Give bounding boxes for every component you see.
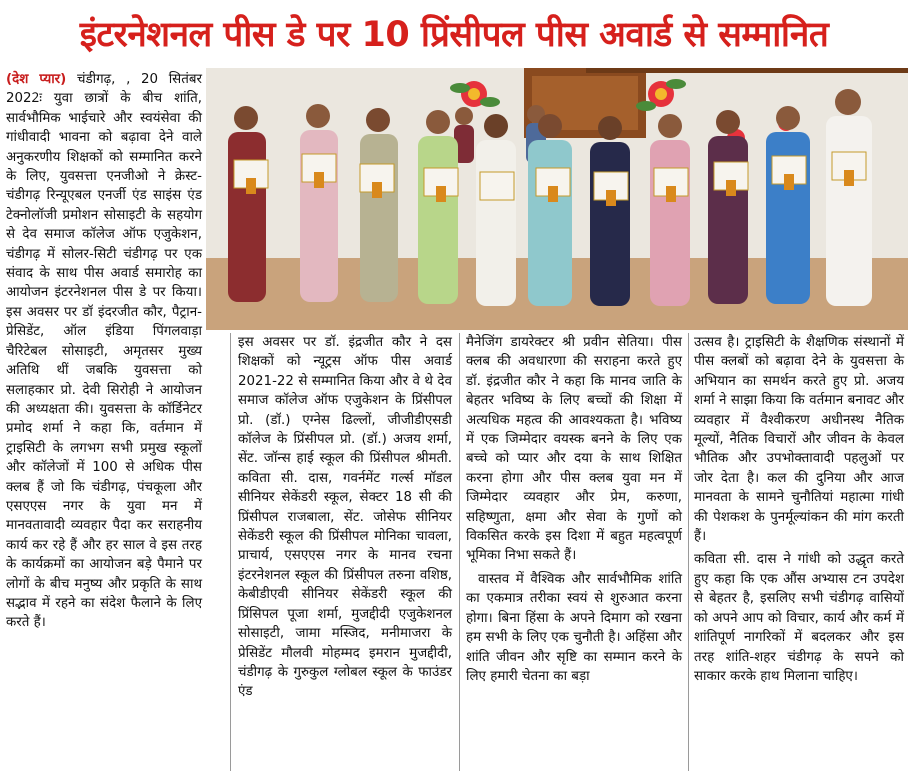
body-text: उत्सव है। ट्राइसिटी के शैक्षणिक संस्थानों में पीस क्लबों को बढ़ावा देने के युवसत्ता के अभियान का समर्थन करते हुए प्रो. अजय शर्मा ने साझा किया कि वर्तमान बनावट और व्यवहार में वैश्वीकरण अधीनस्थ नैतिक मूल्यों, नैतिक विचारों और जीवन के केवल भौतिक और उपभोक्तावादी पहलुओं पर जोर देता है। कल की दुनिया और आज मानवता के सामने चुनौतियां महात्मा गांधी की पेशकश के पुनर्मूल्यांकन की मांग करती हैं। <box>694 335 904 545</box>
body-text: कविता सी. दास ने गांधी को उद्धृत करते हुए कहा कि एक औंस अभ्यास टन उपदेश से बेहतर है, इसलिए सभी चंडीगढ़ वासियों को अपने आप को विचार, कार्य और कर्म में शांतिपूर्ण नागरिकों में बदलकर और इस तरह शांति-शहर चंडीगढ़ के सपने को साकार करके हाथ मिलाना चाहिए। <box>694 552 904 684</box>
body-text: इस अवसर पर डॉ. इंद्रजीत कौर ने दस शिक्षकों को न्यूट्रस ऑफ पीस अवार्ड 2021-22 से सम्मानित किया और वे थे देव समाज कॉलेज ऑफ एजुकेशन के प्रिंसीपल प्रो. (डॉ.) एग्नेस ढिल्लों, जीजीडीएसडी कॉलेज के प्रिंसीपल प्रो. (डॉ.) अजय शर्मा, सेंट. जॉन्स हाई स्कूल की प्रिंसीपल श्रीमती. कविता सी. दास, गवर्नमेंट गर्ल्स मॉडल सीनियर सेकेंडरी स्कूल, सेक्टर 18 सी की प्रिंसीपल राजबाला, सेंट. जोसेफ सीनियर सेकेंडरी स्कूल की प्रिंसीपल मोनिका चावला, प्राचार्य, एसएएस नगर के मानव रचना इंटरनेशनल स्कूल की प्रिंसीपल तरुना वशिष्ठ, केबीडीएवी सीनियर सेकेंडरी स्कूल की प्रिंसिपल पूजा शर्मा, मुजद्दीदी एजुकेशनल सोसाइटी, जामा मस्जिद, मनीमाजरा के प्रेसिडेंट मौलवी मोहम्मद इमरान मुजद्दीदी, चंडीगढ़ के गुरुकुल ग्लोबल स्कूल के फाउंडर एंड <box>238 335 452 700</box>
body-text: चंडीगढ़, , 20 सितंबर 2022ः युवा छात्रों के बीच शांति, सार्वभौमिक भाईचारे और स्वयंसेवा की गांधीवादी भावना को बढ़ावा देने वाले अनुकरणीय शिक्षकों को सम्मानित करने के लिए, युवसत्ता एनजीओ ने क्रेस्ट-चंडीगढ़ रिन्यूएबल एनर्जी एंड साइंस एंड टेक्नोलॉजी प्रमोशन सोसाइटी के सहयोग से देव समाज कॉलेज ऑफ एजुकेशन, चंडीगढ़ में सोलर-सिटी चंडीगढ़ पर एक संवाद के साथ पीस अवार्ड समारोह का आयोजन इंटरनेशनल पीस डे पर किया। इस अवसर पर डॉ इंदरजीत कौर, पैट्रान-प्रेसिडेंट, ऑल इंडिया पिंगलवाड़ा चैरिटेबल सोसाइटी, अमृतसर मुख्य अतिथि थीं जबकि युवसत्ता को सलाहकार प्रो. देवी सिरोही ने आयोजन की अध्यक्षता की। युवसत्ता के कॉर्डिनेटर प्रमोद शर्मा ने कहा कि, वर्तमान में ट्राइसिटी के लगभग सभी प्रमुख स्कूलों और कॉलेजों में 100 से अधिक पीस क्लब हैं जो कि चंडीगढ़, पंचकूला और एसएएस नगर के युवा मन में मानवतावादी व्यवहार पैदा कर सराहनीय कार्य कर रहे हैं और हर साल वे इस तरह के कार्यक्रमों का आयोजन बड़े पैमाने पर लोगों के बीच मनुष्य और प्रकृति के साथ सद्भाव में रहने का संदेश फैलाने के लिए करते हैं। <box>6 72 202 631</box>
award-ceremony-photo <box>206 68 908 330</box>
article-column-4 <box>694 333 904 686</box>
column-divider <box>230 333 231 771</box>
article-column-2 <box>238 333 452 702</box>
article-column-1 <box>6 70 202 633</box>
dateline: (देश प्यार) <box>6 72 67 87</box>
column-divider <box>459 333 460 771</box>
body-text: वास्तव में वैश्विक और सार्वभौमिक शांति का एकमात्र तरीका स्वयं से शुरुआत करना होगा। बिना हिंसा के अपने दिमाग को रखना हम सभी के लिए एक चुनौती है। अहिंसा और शांति जीवन और सृष्टि का सम्मान करने के लिए हमारी चेतना का बड़ा <box>466 571 682 684</box>
column-divider <box>688 333 689 771</box>
article-column-3 <box>466 333 682 686</box>
headline: इंटरनेशनल पीस डे पर 10 प्रिंसीपल पीस अवार्ड से सम्मानित <box>79 14 829 55</box>
body-text: मैनेजिंग डायरेक्टर श्री प्रवीन सेतिया। पीस क्लब की अवधारणा की सराहना करते हुए डॉ. इंद्रजीत कौर ने कहा कि मानव जाति के बेहतर भविष्य के लिए बच्चों की शिक्षा में अत्यधिक महत्व की आवश्यकता है। भविष्य में एक जिम्मेदार वयस्क बनने के लिए एक बच्चे को प्यार और दया के साथ शिक्षित करना होगा और पीस क्लब युवा मन में जिम्मेदार व्यवहार और प्रेम, करुणा, सहिष्णुता, क्षमा और सेवा के गुणों को विकसित करके इस दिशा में बहुत महत्वपूर्ण भूमिका निभा सकते हैं। <box>466 335 682 564</box>
